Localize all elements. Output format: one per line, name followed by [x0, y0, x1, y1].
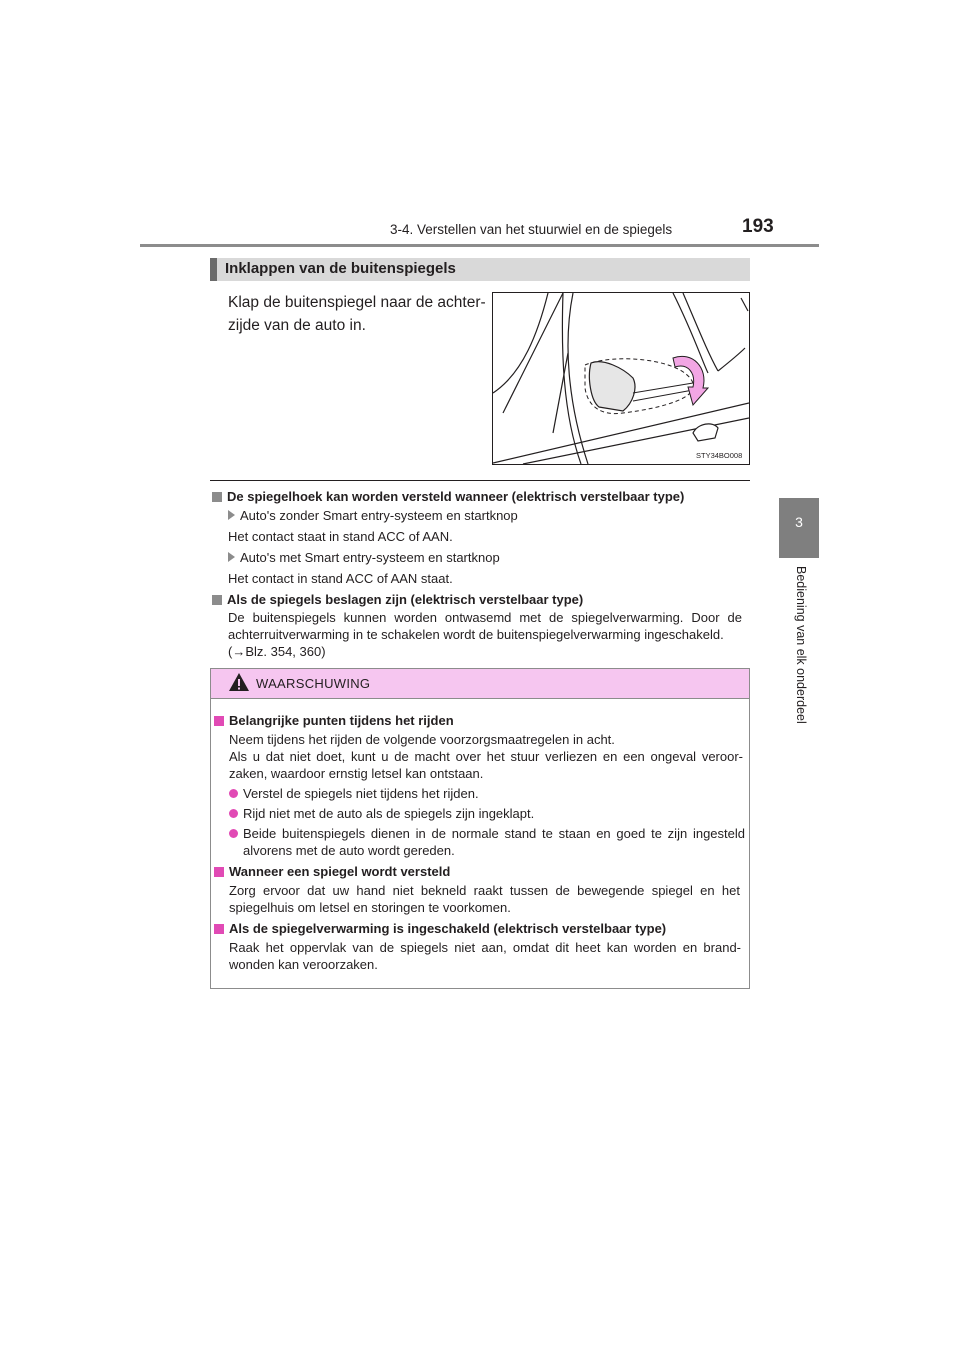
section-divider — [210, 480, 750, 481]
warning-line: Raak het oppervlak van de spiegels niet aan, omdat dit heet kan worden en brand- — [229, 940, 741, 955]
note-title: De spiegelhoek kan worden versteld wanneer (elektrisch verstelbaar type) — [212, 488, 752, 505]
warning-bullet: Beide buitenspiegels dienen in de normale stand te staan en goed te zijn ingesteld — [229, 825, 745, 842]
note-title: Als de spiegels beslagen zijn (elektrisch verstelbaar type) — [212, 591, 752, 608]
page-number: 193 — [742, 216, 774, 237]
intro-text — [228, 291, 490, 337]
square-bullet-icon — [214, 716, 224, 726]
warning-line: Als u dat niet doet, kunt u de macht over het stuur verliezen en een ongeval veroor- — [229, 749, 743, 764]
warning-line: zaken, waardoor ernstig letsel kan ontstaan. — [229, 766, 484, 781]
triangle-bullet-icon — [228, 552, 235, 562]
warning-label: WAARSCHUWING — [256, 676, 371, 691]
square-bullet-icon — [212, 492, 222, 502]
illustration-code: STY34BO008 — [696, 451, 743, 460]
intro-line: Klap de buitenspiegel naar de achter- — [228, 294, 486, 311]
note-angle-adjust — [212, 488, 752, 505]
mirror-fold-drawing — [493, 293, 749, 464]
note-line: achterruitverwarming in te schakelen wordt de buitenspiegelverwarming ingeschakeld. — [228, 627, 724, 642]
warning-section-title: Als de spiegelverwarming is ingeschakeld (elektrisch verstelbaar type) — [214, 920, 666, 937]
warning-section-title: Belangrijke punten tijdens het rijden — [214, 712, 454, 729]
note-condition: Auto's zonder Smart entry-systeem en startknop — [228, 507, 518, 524]
section-heading — [210, 258, 750, 281]
intro-line: zijde van de auto in. — [228, 317, 366, 334]
warning-bullet-cont: alvorens met de auto wordt gereden. — [243, 843, 455, 858]
triangle-bullet-icon — [228, 510, 235, 520]
warning-bullet: Rijd niet met de auto als de spiegels zijn ingeklapt. — [229, 805, 534, 822]
note-fogged-mirrors — [212, 591, 752, 608]
warning-line: Neem tijdens het rijden de volgende voorzorgsmaatregelen in acht. — [229, 732, 615, 747]
square-bullet-icon — [214, 867, 224, 877]
chapter-tab-number: 3 — [795, 514, 803, 530]
square-bullet-icon — [214, 924, 224, 934]
note-condition: Auto's met Smart entry-systeem en startknop — [228, 549, 500, 566]
header-rule — [140, 244, 819, 247]
section-heading-text: Inklappen van de buitenspiegels — [225, 260, 456, 277]
dot-bullet-icon — [229, 789, 238, 798]
page-reference: (→Blz. 354, 360) — [228, 644, 326, 659]
warning-line: spiegelhuis om letsel en storingen te voorkomen. — [229, 900, 511, 915]
dot-bullet-icon — [229, 829, 238, 838]
note-text: Het contact staat in stand ACC of AAN. — [228, 529, 453, 544]
note-text: Het contact in stand ACC of AAN staat. — [228, 571, 453, 586]
running-head: 3-4. Verstellen van het stuurwiel en de spiegels — [390, 222, 673, 237]
note-line: De buitenspiegels kunnen worden ontwasemd met de spiegelverwarming. Door de — [228, 610, 742, 625]
warning-triangle-icon — [228, 672, 250, 697]
warning-line: wonden kan veroorzaken. — [229, 957, 378, 972]
warning-bullet: Verstel de spiegels niet tijdens het rijden. — [229, 785, 479, 802]
warning-line: Zorg ervoor dat uw hand niet bekneld raakt tussen de bewegende spiegel en het — [229, 883, 740, 898]
warning-section-title: Wanneer een spiegel wordt versteld — [214, 863, 450, 880]
square-bullet-icon — [212, 595, 222, 605]
chapter-tab-label: Bediening van elk onderdeel — [794, 566, 808, 724]
mirror-fold-illustration — [492, 292, 750, 465]
dot-bullet-icon — [229, 809, 238, 818]
